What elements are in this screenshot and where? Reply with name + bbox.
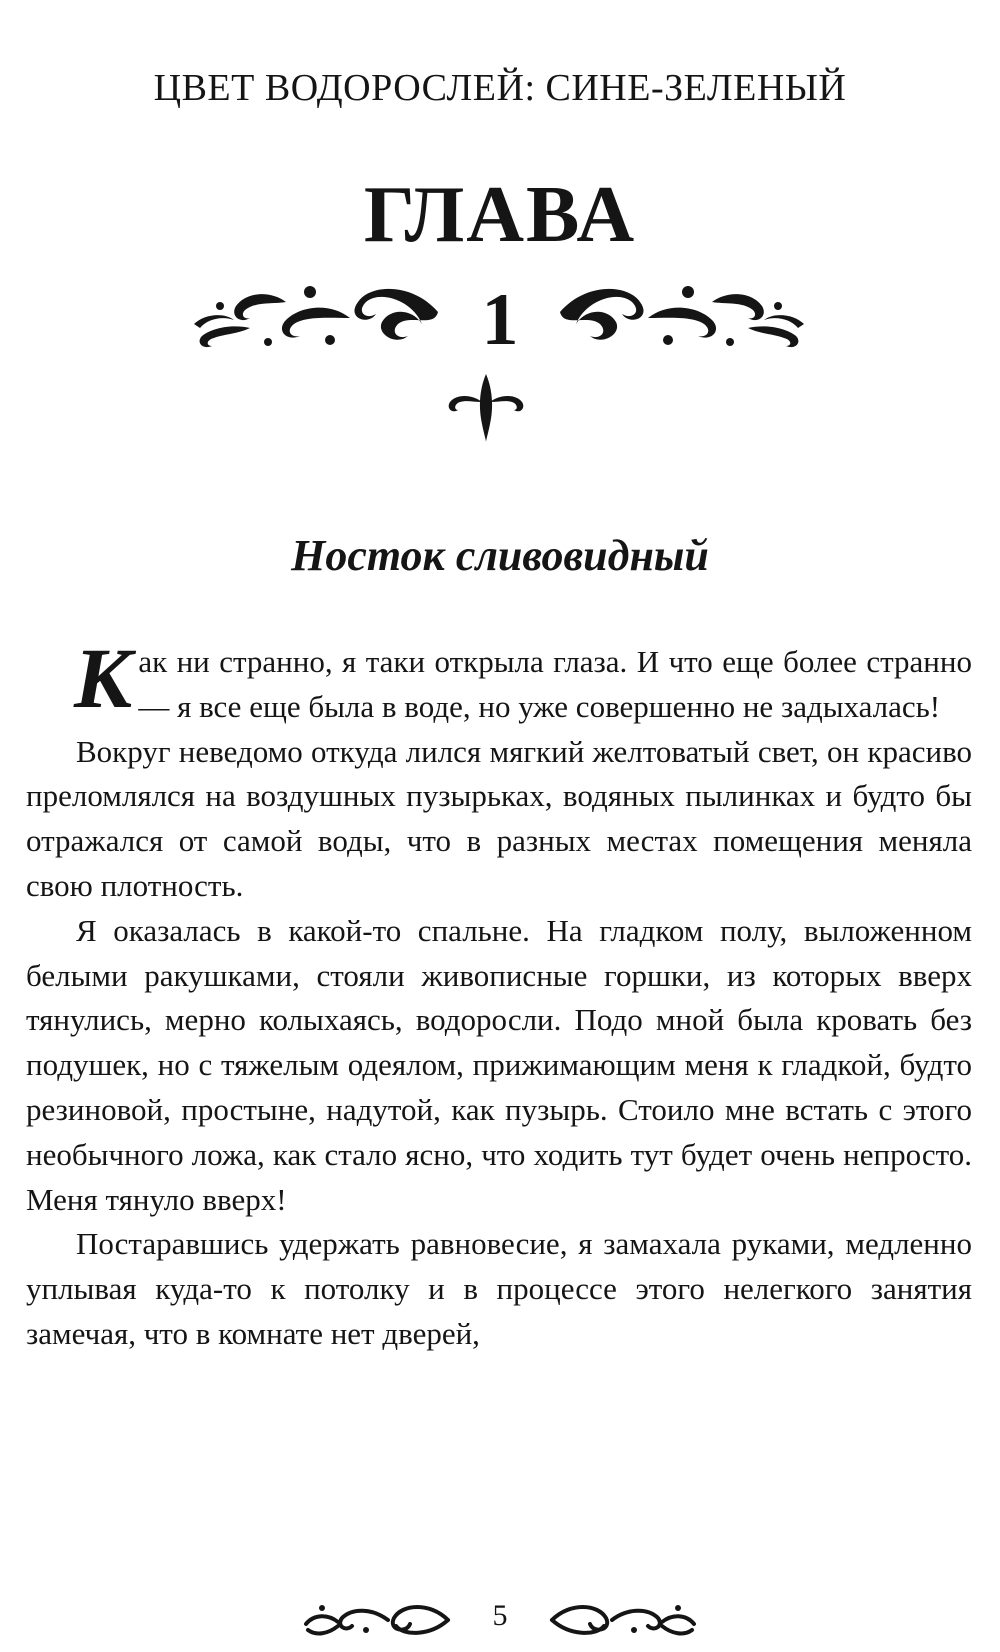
paragraph [26,630,972,730]
running-head: ЦВЕТ ВОДОРОСЛЕЙ: СИНЕ-ЗЕЛЕНЫЙ [153,67,847,109]
paragraph: Я оказалась в какой-то спальне. На гладком полу, выложенном белыми ракушками, стояли живописные горшки, из которых вверх тянулись, мерно колыхаясь, водоросли. Подо мной была кровать без подушек, но с тяжелым одеялом, прижимающим меня к гладкой, будто резиновой, простыне, надутой, как пузырь. Стоило мне встать с этого необычного ложа, как стало ясно, что ходить тут будет очень непросто. Меня тянуло вверх! [26,912,972,1217]
page-number: 5 [492,1599,508,1632]
flourish-right-icon [558,272,808,356]
chapter-title: Носток сливовидный [291,531,709,580]
fleuron-drop-icon [446,372,526,444]
body-text [26,630,972,1357]
drop-cap: К [74,630,133,726]
paragraph-text: ак ни странно, я таки открыла глаза. И что еще более странно — я все еще была в воде, но уже совершенно не задыхалась! [138,644,972,724]
chapter-label: ГЛАВА [363,171,637,259]
paragraph: Постаравшись удержать равновесие, я замахала руками, медленно уплывая куда-то к потолку и в процессе этого нелегкого занятия замечая, что в комнате нет дверей, [26,1226,972,1351]
chapter-number: 1 [481,279,519,361]
footer-flourish-right-icon [548,1596,698,1642]
page-footer [0,1592,1000,1642]
paragraph: Вокруг неведомо откуда лился мягкий желтоватый свет, он красиво преломлялся на воздушных пузырьках, водяных пылинках и будто бы отражался от самой воды, что в разных местах помещения меняла свою плотность. [26,733,972,903]
